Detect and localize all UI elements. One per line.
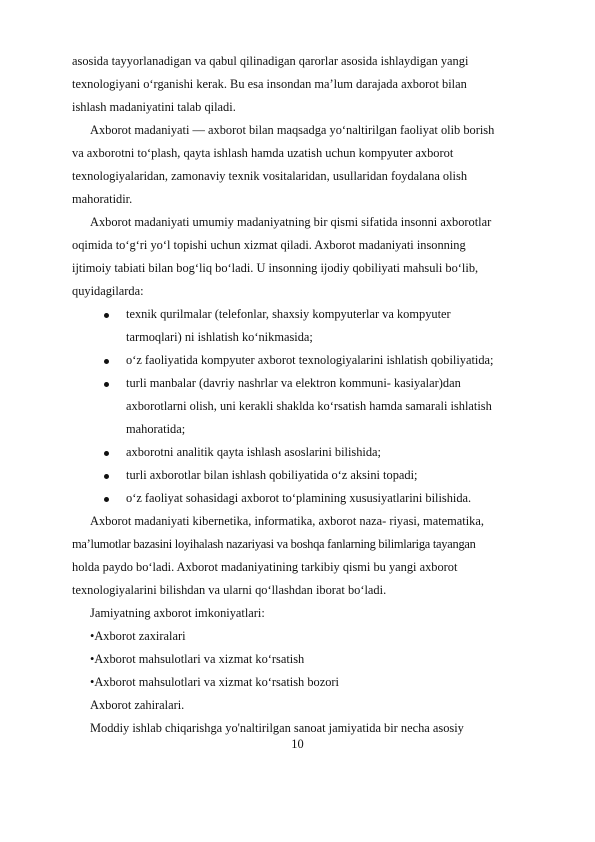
bullet-text: tarmoqlari) ni ishlatish ko‘nikmasida; (126, 330, 313, 344)
text-line: texnologiyalaridan, zamonaviy texnik vositalaridan, usullaridan foydalana olish (72, 169, 468, 183)
text-line: asosida tayyorlanadigan va qabul qilinadigan qarorlar asosida ishlaydigan yangi (72, 54, 469, 68)
bullet-icon (104, 451, 109, 456)
bullet-text: texnik qurilmalar (telefonlar, shaxsiy kompyuterlar va kompyuter (126, 307, 451, 321)
text-line: mahoratidir. (72, 192, 133, 206)
bullet-text: mahoratida; (126, 422, 186, 436)
bullet-icon (104, 497, 109, 502)
text-line: texnologiyalarini bilishdan va ularni qo‘llashdan iborat bo‘ladi. (72, 583, 387, 597)
bullet-text: turli manbalar (davriy nashrlar va elektron kommuni- kasiyalar)dan (126, 376, 461, 390)
text-line: holda paydo bo‘ladi. Axborot madaniyatining tarkibiy qismi bu yangi axborot (72, 560, 458, 574)
bullet-text: o‘z faoliyatida kompyuter axborot texnologiyalarini ishlatish qobiliyatida; (126, 353, 494, 367)
bullet-icon (104, 382, 109, 387)
text-line: ma’lumotlar bazasini loyihalash nazariyasi va boshqa fanlarning bilimlariga tayangan (72, 537, 476, 551)
text-line: va axborotni to‘plash, qayta ishlash hamda uzatish uchun kompyuter axborot (72, 146, 454, 160)
page-number: 10 (291, 737, 304, 751)
text-line: ijtimoiy tabiati bilan bog‘liq bo‘ladi. U insonning ijodiy qobiliyati mahsuli bo‘lib, (72, 261, 479, 275)
list-item: •Axborot mahsulotlari va xizmat ko‘rsatish (90, 652, 305, 666)
text-line: texnologiyani o‘rganishi kerak. Bu esa insondan ma’lum darajada axborot bilan (72, 77, 467, 91)
text-line: oqimida to‘g‘ri yo‘l topishi uchun xizmat qiladi. Axborot madaniyati insonning (72, 238, 466, 252)
text-line: Axborot madaniyati — axborot bilan maqsadga yo‘naltirilgan faoliyat olib borish (90, 123, 495, 137)
bullet-icon (104, 313, 109, 318)
list-heading: Jamiyatning axborot imkoniyatlari: (90, 606, 265, 620)
list-item: •Axborot zaxiralari (90, 629, 186, 643)
bullet-icon (104, 359, 109, 364)
bullet-text: o‘z faoliyat sohasidagi axborot to‘plamining xususiyatlarini bilishida. (126, 491, 472, 505)
bullet-text: turli axborotlar bilan ishlash qobiliyatida o‘z aksini topadi; (126, 468, 418, 482)
bullet-text: axborotni analitik qayta ishlash asoslarini bilishida; (126, 445, 381, 459)
list-item: •Axborot mahsulotlari va xizmat ko‘rsatish bozori (90, 675, 339, 689)
text-line: Axborot madaniyati kibernetika, informatika, axborot naza- riyasi, matematika, (90, 514, 484, 528)
text-line: Axborot madaniyati umumiy madaniyatning bir qismi sifatida insonni axborotlar (90, 215, 492, 229)
text-line: quyidagilarda: (72, 284, 144, 298)
text-line: Axborot zahiralari. (90, 698, 185, 712)
text-line: ishlash madaniyatini talab qiladi. (72, 100, 236, 114)
bullet-icon (104, 474, 109, 479)
bullet-text: axborotlarni olish, uni kerakli shaklda ko‘rsatish hamda samarali ishlatish (126, 399, 492, 413)
text-line: Moddiy ishlab chiqarishga yo'naltirilgan sanoat jamiyatida bir necha asosiy (90, 721, 464, 735)
